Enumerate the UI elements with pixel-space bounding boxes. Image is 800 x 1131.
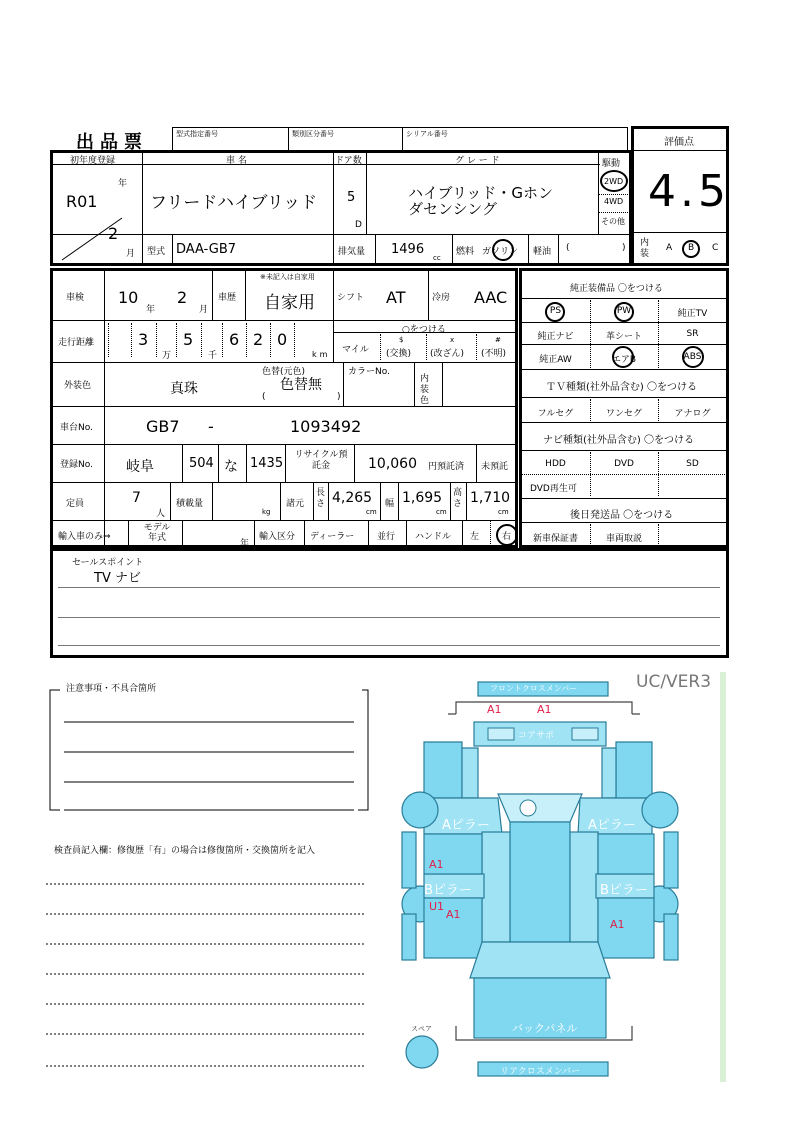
displacement-unit: cc — [433, 254, 441, 262]
header-id-fields — [172, 127, 628, 151]
spare-label: スペア — [411, 1025, 432, 1033]
color-code-label: カラーNo. — [348, 367, 390, 377]
later-title: 後日発送品 〇をつける — [570, 510, 674, 521]
rear-member-label: リアクロスメンバー — [500, 1067, 581, 1077]
registration-kana: な — [224, 459, 238, 475]
later-warranty: 新車保証書 — [532, 534, 578, 544]
a-pillar-left-label: Aピラー — [442, 818, 490, 833]
displacement-label: 排気量 — [338, 247, 366, 257]
grade-label: グ レ ー ド — [455, 156, 500, 166]
mileage-digit-2: 5 — [183, 330, 194, 349]
capacity-value: 7 — [132, 490, 141, 506]
chassis-label: 車台No. — [60, 423, 93, 433]
front-member-label: フロントクロスメンバー — [490, 684, 578, 693]
core-support-label: コアサポ — [518, 731, 555, 741]
first-reg-year: R01 — [66, 192, 98, 211]
equip-airbag: エアB — [611, 355, 637, 365]
repaint-label: 色替(元色) — [262, 367, 306, 377]
b-pillar-left-label: Bピラー — [424, 883, 472, 898]
handle-circle — [496, 524, 518, 546]
mark-side-left-u: U1 — [429, 900, 445, 913]
load-label: 積載量 — [176, 499, 204, 509]
interior-grade-circle — [682, 240, 700, 258]
light-oil-label: 軽油 — [533, 247, 552, 257]
tv-analog: アナログ — [674, 409, 711, 419]
interior-grade-a: A — [666, 243, 673, 253]
navi-dvd: DVD — [614, 459, 634, 469]
mark-side-right: A1 — [610, 918, 625, 931]
chassis-prefix: GB7 — [146, 417, 180, 436]
fuel-label: 燃料 — [456, 247, 475, 257]
import-dealer: ディーラー — [310, 532, 355, 542]
ac-label: 冷房 — [432, 293, 451, 303]
registration-number: 1435 — [250, 456, 284, 471]
serial-label: シリアル番号 — [406, 130, 448, 138]
length-unit: cm — [366, 508, 377, 516]
type-approval-label: 型式指定番号 — [176, 130, 218, 138]
recycle-label: リサイクル預託金 — [294, 450, 348, 471]
dims-label: 諸元 — [286, 499, 305, 509]
equip-navi: 純正ナビ — [537, 332, 574, 342]
car-name-label: 車 名 — [226, 156, 247, 166]
notes-label: 注意事項・不具合箇所 — [66, 684, 157, 694]
sales-point-box — [50, 548, 729, 658]
history-label: 車歴 — [218, 293, 237, 303]
handle-left: 左 — [470, 532, 480, 542]
import-category-label: 輸入区分 — [259, 532, 296, 542]
recycle-status: 円預託済 — [428, 462, 465, 472]
chassis-dash: - — [208, 417, 214, 436]
equip-airbag-circle — [612, 346, 634, 368]
mileage-digit-4: 2 — [253, 330, 264, 349]
tv-oneseg: ワンセグ — [605, 409, 642, 419]
mileage-unit-km: km — [312, 350, 331, 359]
mileage-exchange-sym: $ — [399, 336, 404, 344]
interior-label-2: 装 — [640, 249, 650, 259]
equip-leather: 革シート — [605, 332, 642, 342]
interior-color-label: 内装色 — [420, 374, 430, 406]
doors-label: ドア数 — [335, 156, 362, 166]
recycle-value: 10,060 — [368, 456, 417, 472]
mileage-unknown: (不明) — [481, 349, 507, 359]
drive-2wd: 2WD — [604, 177, 624, 186]
diagram-version: UC/VER3 — [636, 672, 712, 692]
navi-hdd: HDD — [545, 459, 566, 469]
drive-circle — [600, 170, 628, 192]
mileage-unit-man: 万 — [162, 351, 172, 361]
back-panel-label: バックパネル — [512, 1022, 578, 1035]
shaken-year: 10 — [118, 288, 139, 307]
mileage-tamper: (改ざん) — [430, 349, 465, 359]
registration-class: 504 — [189, 456, 214, 471]
registration-label: 登録No. — [60, 460, 93, 470]
recycle-unpaid: 未預託 — [481, 462, 509, 472]
equip-abs-circle — [682, 346, 704, 368]
color-value: 真珠 — [170, 381, 198, 397]
import-year-unit: 年 — [240, 539, 250, 549]
chassis-number: 1093492 — [290, 417, 362, 436]
equip-pw: PW — [616, 306, 632, 316]
first-reg-month: 2 — [108, 224, 119, 243]
mileage-unknown-sym: # — [495, 336, 501, 344]
doors-unit: D — [355, 220, 362, 230]
mark-side-left-a: A1 — [446, 908, 461, 921]
grade-line-1: ハイブリッド・Gホン — [408, 184, 553, 202]
mileage-digit-5: 0 — [277, 330, 288, 349]
later-manual: 車両取説 — [605, 534, 642, 544]
tv-title: ＴＶ種類(社外品含む) 〇をつける — [546, 382, 697, 393]
width-value: 1,695 — [402, 490, 443, 506]
inspector-lines — [46, 880, 370, 1076]
shift-value: AT — [386, 288, 406, 307]
fuel-value: ガソリン — [482, 247, 519, 257]
mileage-digit-3: 6 — [229, 330, 240, 349]
mileage-exchange: (交換) — [386, 349, 412, 359]
history-value: 自家用 — [264, 293, 315, 313]
model-value: DAA-GB7 — [176, 242, 237, 257]
interior-grade-c: C — [712, 243, 719, 253]
fuel-circle — [492, 239, 514, 261]
sales-point-text: TV ナビ — [94, 571, 141, 586]
car-name: フリードハイブリッド — [150, 193, 318, 213]
light-oil-paren-close: ) — [622, 243, 626, 253]
sales-point-label: セールスポイント — [72, 558, 144, 568]
mileage-unit-sen: 千 — [208, 351, 218, 361]
light-oil-paren-open: ( — [566, 243, 570, 253]
repaint-paren-close: ) — [337, 392, 341, 402]
mileage-label: 走行距離 — [58, 338, 95, 348]
b-pillar-right-label: Bピラー — [600, 883, 648, 898]
spare-wheel-shape — [406, 1036, 438, 1068]
interior-label-1: 内 — [640, 238, 650, 248]
equip-ps: PS — [549, 306, 562, 316]
equip-abs: ABS — [683, 352, 702, 362]
height-unit: cm — [498, 508, 509, 516]
equip-tv: 純正TV — [677, 309, 708, 319]
shaken-month: 2 — [177, 288, 188, 307]
equip-ps-circle — [545, 302, 565, 322]
shift-label: シフト — [337, 293, 365, 303]
mark-side-left-top: A1 — [429, 858, 444, 871]
year-unit: 年 — [118, 179, 128, 189]
grade-line-2: ダセンシング — [408, 200, 497, 218]
navi-title: ナビ種類(社外品含む) 〇をつける — [543, 435, 694, 446]
interior-grade-b: B — [688, 243, 695, 253]
import-label: 輸入車のみ⇒ — [58, 532, 111, 542]
category-label: 類別区分番号 — [292, 130, 334, 138]
shaken-year-unit: 年 — [146, 305, 156, 315]
mileage-digit-1: 3 — [138, 330, 149, 349]
handle-right: 右 — [502, 532, 512, 542]
a-pillar-right-label: Aピラー — [588, 818, 636, 833]
notes-bracket — [46, 684, 372, 818]
diagram-edge — [720, 672, 726, 1082]
registration-area: 岐阜 — [126, 459, 154, 475]
capacity-unit: 人 — [156, 509, 166, 519]
score-value: 4.5 — [648, 166, 730, 217]
shaken-label: 車検 — [66, 293, 85, 303]
equip-pw-circle — [614, 302, 634, 322]
doors-value: 5 — [347, 190, 356, 205]
first-reg-label: 初年度登録 — [70, 156, 116, 166]
score-label: 評価点 — [664, 137, 694, 148]
mileage-tamper-sym: x — [450, 336, 455, 344]
equip-aw: 純正AW — [539, 355, 572, 365]
drive-other: その他 — [601, 217, 625, 226]
equipment-title: 純正装備品 〇をつける — [570, 284, 663, 294]
mark-front-right: A1 — [537, 703, 552, 716]
repaint-value: 色替無 — [280, 377, 322, 393]
length-value: 4,265 — [332, 490, 373, 506]
drive-label: 駆動 — [602, 159, 621, 169]
handle-label: ハンドル — [415, 532, 452, 542]
page-title: 出品票 — [76, 132, 148, 153]
dvd-playback-label: DVD再生可 — [530, 484, 577, 494]
mark-front-left: A1 — [487, 703, 502, 716]
inspector-label: 検査員記入欄：修復歴「有」の場合は修復箇所・交換箇所を記入 — [54, 846, 316, 856]
ac-value: AAC — [474, 288, 508, 307]
import-parallel: 並行 — [377, 532, 396, 542]
height-label: 高さ — [453, 488, 463, 509]
height-value: 1,710 — [470, 490, 511, 506]
displacement-value: 1496 — [391, 242, 425, 257]
month-unit: 月 — [126, 249, 136, 259]
mileage-mile: マイル — [342, 345, 369, 355]
drive-4wd: 4WD — [604, 197, 624, 206]
model-label: 型式 — [147, 247, 166, 257]
length-label: 長さ — [316, 488, 326, 509]
capacity-label: 定員 — [66, 499, 85, 509]
load-unit: kg — [262, 508, 271, 516]
model-year-label: モデル年式 — [143, 523, 171, 543]
repaint-paren-open: ( — [262, 392, 266, 402]
color-label: 外装色 — [64, 381, 92, 391]
width-unit: cm — [436, 508, 447, 516]
shaken-month-unit: 月 — [199, 305, 209, 315]
history-note: ※未記入は自家用 — [260, 273, 315, 281]
equip-sr: SR — [686, 329, 699, 339]
width-label: 幅 — [385, 499, 395, 509]
navi-sd: SD — [686, 459, 699, 469]
tv-fullseg: フルセグ — [537, 409, 574, 419]
mileage-circle-note: ○をつける — [402, 325, 446, 335]
